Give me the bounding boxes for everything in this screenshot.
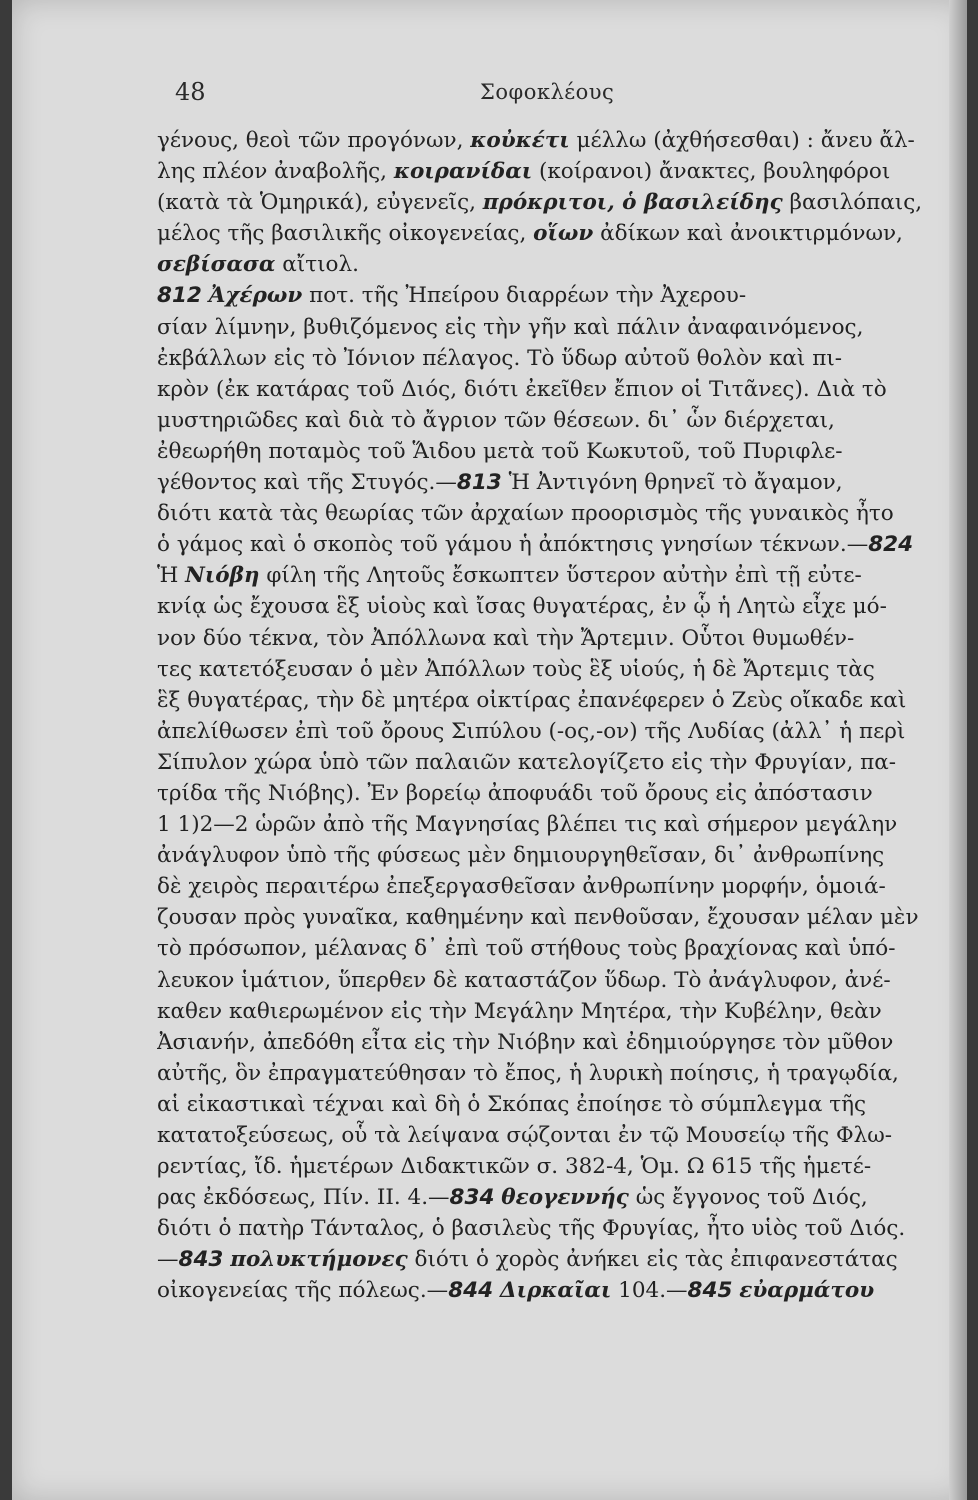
line-segment bbox=[202, 283, 209, 308]
text-line bbox=[157, 871, 947, 902]
text-line bbox=[157, 560, 947, 591]
text-line bbox=[157, 498, 947, 529]
line-segment: κρὸν (ἐκ κατάρας τοῦ Διός, διότι ἐκεῖθεν ἔπιον οἱ Τιτᾶνες). Διὰ τὸ bbox=[157, 376, 887, 402]
text-line bbox=[157, 436, 947, 467]
line-segment: (κατὰ τὰ Ὁμηρικά), εὐγενεῖς, bbox=[157, 190, 483, 216]
text-line bbox=[157, 156, 947, 187]
text-line bbox=[157, 996, 947, 1027]
line-segment: ἓξ θυγατέρας, τὴν δὲ μητέρα οἰκτίρας ἐπανέφερεν ὁ Ζεὺς οἴκαδε καὶ bbox=[157, 687, 907, 713]
line-segment: αἴτιολ. bbox=[275, 252, 359, 278]
text-line bbox=[157, 187, 947, 218]
line-segment: Ἡ Ἀντιγόνη θρηνεῖ τὸ ἄγαμον, bbox=[501, 470, 843, 496]
line-segment: 1 1)2—2 ὡρῶν ἀπὸ τῆς Μαγνησίας βλέπει τις καὶ σήμερον μεγάλην bbox=[157, 812, 898, 838]
text-line bbox=[157, 1089, 947, 1120]
line-reference: 845 bbox=[687, 1278, 733, 1304]
text-line bbox=[157, 716, 947, 747]
line-segment: κατατοξεύσεως, οὗ τὰ λείψανα σῴζονται ἐν τῷ Μουσείῳ τῆς Φλω- bbox=[157, 1123, 892, 1148]
line-segment: διότι κατὰ τὰς θεωρίας τῶν ἀρχαίων προορισμὸς τῆς γυναικὸς ἦτο bbox=[157, 501, 894, 527]
line-segment: 104.— bbox=[611, 1278, 688, 1304]
page-header bbox=[12, 78, 967, 118]
line-segment bbox=[493, 1278, 500, 1303]
text-line bbox=[157, 374, 947, 405]
line-segment: λης πλέον ἀναβολῆς, bbox=[157, 159, 394, 185]
lemma-text: σεβίσασα bbox=[157, 252, 276, 278]
line-segment: ἐθεωρήθη ποταμὸς τοῦ Ἅιδου μετὰ τοῦ Κωκυτοῦ, τοῦ Πυριφλε- bbox=[157, 438, 843, 464]
line-segment: βασιλόπαις, bbox=[782, 190, 923, 216]
text-line bbox=[157, 965, 947, 996]
line-segment: ἀνάγλυφον ὑπὸ τῆς φύσεως μὲν δημιουργηθεῖσαν, δι᾽ ἀνθρωπίνης bbox=[157, 843, 885, 869]
text-line bbox=[157, 467, 947, 498]
line-segment: αὐτῆς, ὃν ἐπραγματεύθησαν τὸ ἔπος, ἡ λυρικὴ ποίησις, ἡ τραγῳδία, bbox=[157, 1060, 899, 1086]
line-segment: λευκον ἱμάτιον, ὕπερθεν δὲ καταστάζον ὕδωρ. Τὸ ἀνάγλυφον, ἀνέ- bbox=[157, 967, 891, 993]
line-segment: κνίᾳ ὡς ἔχουσα ἓξ υἱοὺς καὶ ἴσας θυγατέρας, ἐν ᾧ ἡ Λητὼ εἶχε μό- bbox=[157, 594, 887, 620]
line-reference: 843 bbox=[178, 1247, 224, 1273]
lemma-text: κοιρανίδαι bbox=[393, 159, 533, 185]
line-segment: ρας ἐκδόσεως, Πίν. ΙΙ. 4.— bbox=[157, 1185, 450, 1211]
line-segment: ἀδίκων καὶ ἀνοικτιρμόνων, bbox=[593, 221, 903, 247]
line-segment: ὁ γάμος καὶ ὁ σκοπὸς τοῦ γάμου ἡ ἀπόκτησις γνησίων τέκνων.— bbox=[157, 532, 869, 558]
line-segment: Ἡ bbox=[157, 563, 186, 589]
text-line bbox=[157, 312, 947, 343]
line-segment: τὸ πρόσωπον, μέλανας δ᾽ ἐπὶ τοῦ στήθους τοὺς βραχίονας καὶ ὑπό- bbox=[157, 936, 896, 962]
line-segment: γένους, θεοὶ τῶν προγόνων, bbox=[157, 128, 471, 153]
page-edge bbox=[949, 0, 967, 1500]
text-line bbox=[157, 809, 947, 840]
line-segment: ὡς ἔγγονος τοῦ Διός, bbox=[628, 1185, 868, 1211]
line-segment: φίλη τῆς Λητοῦς ἔσκωπτεν ὕστερον αὐτὴν ἐπὶ τῇ εὐτε- bbox=[259, 563, 862, 589]
lemma-text: θεογεννής bbox=[501, 1185, 629, 1211]
text-line bbox=[157, 1275, 947, 1306]
text-line bbox=[157, 1058, 947, 1089]
line-reference: 844 bbox=[448, 1278, 494, 1304]
lemma-text: πολυκτήμονες bbox=[230, 1247, 408, 1273]
lemma-text: πρόκριτοι, ὁ βασιλείδης bbox=[482, 190, 783, 216]
line-segment: καθεν καθιερωμένον εἰς τὴν Μεγάλην Μητέρα, τὴν Κυβέλην, θεὰν bbox=[157, 998, 882, 1024]
text-line bbox=[157, 1027, 947, 1058]
text-line bbox=[157, 840, 947, 871]
text-line bbox=[157, 405, 947, 436]
lemma-text: Διρκαῖαι bbox=[499, 1278, 612, 1304]
line-reference: 812 bbox=[157, 283, 202, 309]
text-line bbox=[157, 249, 947, 280]
line-segment: τρίδα τῆς Νιόβης). Ἐν βορείῳ ἀποφυάδι τοῦ ὄρους εἰς ἀπόστασιν bbox=[157, 780, 873, 806]
line-reference: 824 bbox=[868, 532, 914, 558]
text-line bbox=[157, 280, 947, 311]
line-segment: ρεντίας, ἴδ. ἡμετέρων Διδακτικῶν σ. 382-4, Ὁμ. Ω 615 τῆς ἡμετέ- bbox=[157, 1154, 872, 1180]
text-line bbox=[157, 1244, 947, 1275]
lemma-text: Νιόβη bbox=[185, 563, 260, 589]
line-segment: (κοίρανοι) ἄνακτες, βουληφόροι bbox=[532, 159, 891, 185]
text-line bbox=[157, 778, 947, 809]
line-segment: ζουσαν πρὸς γυναῖκα, καθημένην καὶ πενθοῦσαν, ἔχουσαν μέλαν μὲν bbox=[157, 905, 919, 931]
text-line bbox=[157, 654, 947, 685]
line-segment: σίαν λίμνην, βυθιζόμενος εἰς τὴν γῆν καὶ πάλιν ἀναφαινόμενος, bbox=[157, 314, 864, 340]
line-segment: ἀπελίθωσεν ἐπὶ τοῦ ὄρους Σιπύλου (-ος,-ον) τῆς Λυδίας (ἀλλ᾽ ἡ περὶ bbox=[157, 718, 906, 744]
text-line bbox=[157, 529, 947, 560]
line-segment: μυστηριῶδες καὶ διὰ τὸ ἄγριον τῶν θέσεων. δι᾽ ὧν διέρχεται, bbox=[157, 407, 835, 433]
line-segment: γέθοντος καὶ τῆς Στυγός.— bbox=[157, 470, 457, 496]
lemma-text: οἵων bbox=[533, 221, 594, 247]
line-segment: νον δύο τέκνα, τὸν Ἀπόλλωνα καὶ τὴν Ἄρτεμιν. Οὗτοι θυμωθέν- bbox=[157, 625, 855, 651]
text-line bbox=[157, 125, 947, 156]
line-segment: τες κατετόξευσαν ὁ μὲν Ἀπόλλων τοὺς ἓξ υἱούς, ἡ δὲ Ἄρτεμις τὰς bbox=[157, 656, 875, 682]
line-segment: διότι ὁ πατὴρ Τάνταλος, ὁ βασιλεὺς τῆς Φρυγίας, ἦτο υἱὸς τοῦ Διός. bbox=[157, 1216, 906, 1242]
lemma-text: κοὐκέτι bbox=[470, 128, 570, 153]
text-line bbox=[157, 902, 947, 933]
text-line bbox=[157, 747, 947, 778]
line-segment: ἐκβάλλων εἰς τὸ Ἰόνιον πέλαγος. Τὸ ὕδωρ αὐτοῦ θολὸν καὶ πι- bbox=[157, 345, 843, 371]
line-segment: διότι ὁ χορὸς ἀνήκει εἰς τὰς ἐπιφανεστάτας bbox=[407, 1247, 898, 1273]
commentary-text bbox=[157, 125, 947, 1307]
line-segment: οἰκογενείας τῆς πόλεως.— bbox=[157, 1278, 449, 1304]
text-line bbox=[157, 1213, 947, 1244]
book-page bbox=[12, 0, 967, 1500]
line-segment: — bbox=[157, 1247, 179, 1273]
text-line bbox=[157, 1151, 947, 1182]
text-line bbox=[157, 623, 947, 654]
text-line bbox=[157, 685, 947, 716]
line-reference: 834 bbox=[449, 1185, 495, 1211]
text-line bbox=[157, 218, 947, 249]
lemma-text: Ἀχέρων bbox=[208, 283, 303, 309]
line-segment: μέλος τῆς βασιλικῆς οἰκογενείας, bbox=[157, 221, 534, 247]
text-line bbox=[157, 1182, 947, 1213]
running-title: Σοφοκλέους bbox=[480, 80, 615, 104]
line-segment: Ἀσιανήν, ἀπεδόθη εἶτα εἰς τὴν Νιόβην καὶ ἐδημιούργησε τὸν μῦθον bbox=[157, 1029, 894, 1055]
text-line bbox=[157, 933, 947, 964]
line-segment: Σίπυλον χώρα ὑπὸ τῶν παλαιῶν κατελογίζετο εἰς τὴν Φρυγίαν, πα- bbox=[157, 749, 897, 775]
line-segment: δὲ χειρὸς περαιτέρω ἐπεξεργασθεῖσαν ἀνθρωπίνην μορφήν, ὁμοιά- bbox=[157, 874, 886, 900]
text-line bbox=[157, 343, 947, 374]
text-line bbox=[157, 1120, 947, 1151]
line-segment: ποτ. τῆς Ἠπείρου διαρρέων τὴν Ἀχερου- bbox=[302, 283, 747, 309]
line-reference: 813 bbox=[456, 470, 502, 496]
line-segment: μέλλω (ἀχθήσεσθαι) : ἄνευ ἄλ- bbox=[569, 128, 915, 153]
lemma-text: εὐαρμάτου bbox=[739, 1278, 875, 1304]
text-line bbox=[157, 591, 947, 622]
page-number: 48 bbox=[175, 78, 206, 106]
line-segment: αἱ εἰκαστικαὶ τέχναι καὶ δὴ ὁ Σκόπας ἐποίησε τὸ σύμπλεγμα τῆς bbox=[157, 1091, 867, 1117]
